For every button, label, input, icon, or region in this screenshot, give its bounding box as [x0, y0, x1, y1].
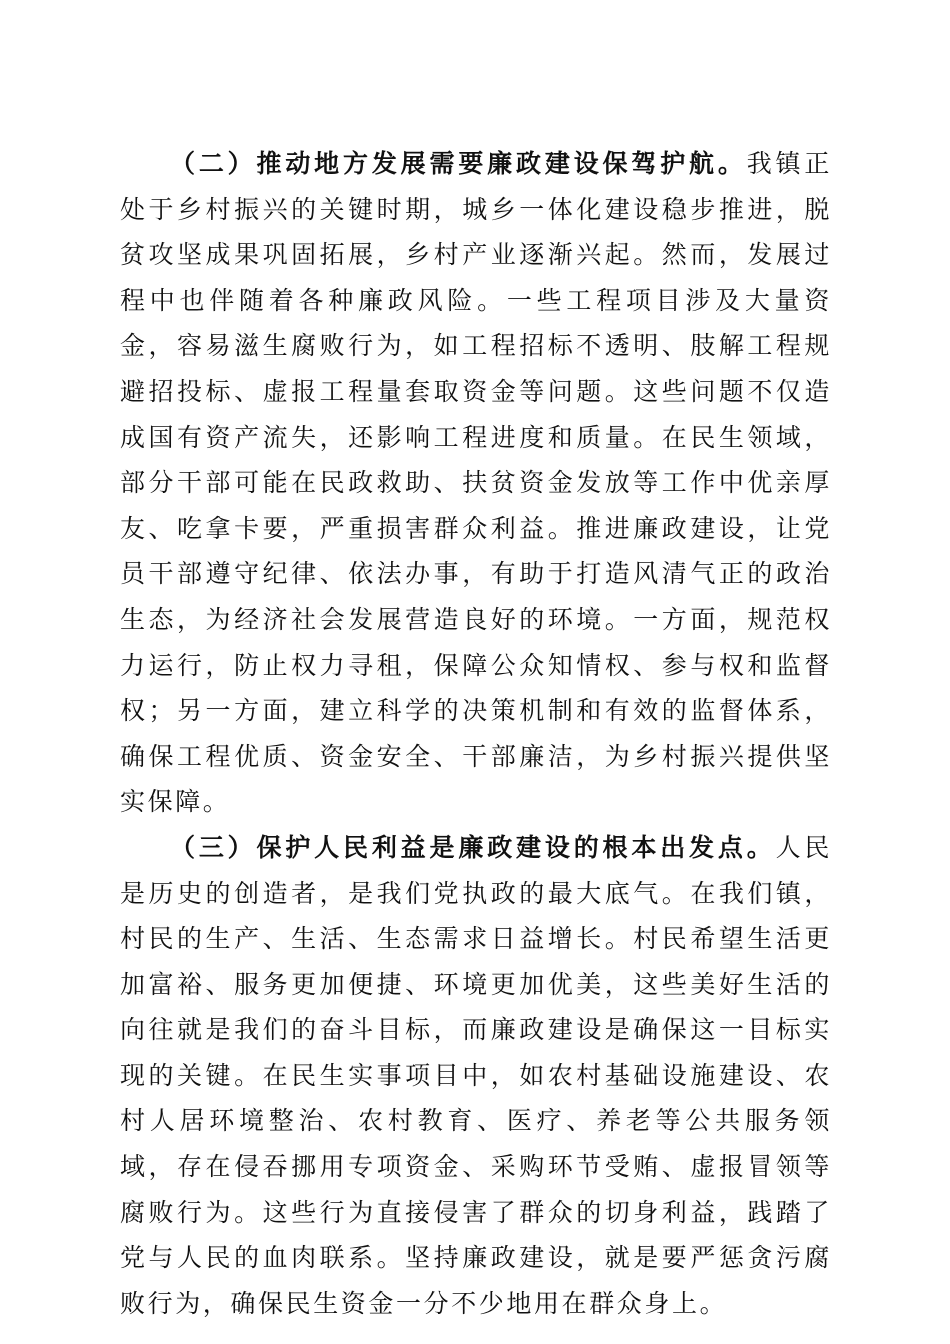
paragraph-2-text: 我镇正处于乡村振兴的关键时期，城乡一体化建设稳步推进，脱贫攻坚成果巩固拓展，乡村产业逐渐兴起。然而，发展过程中也伴随着各种廉政风险。一些工程项目涉及大量资金，容易滋生腐败行为，如工程招标不透明、肢解工程规避招投标、虚报工程量套取资金等问题。这些问题不仅造成国有资产流失，还影响工程进度和质量。在民生领域，部分干部可能在民政救助、扶贫资金发放等工作中优亲厚友、吃拿卡要，严重损害群众利益。推进廉政建设，让党员干部遵守纪律、依法办事，有助于打造风清气正的政治生态，为经济社会发展营造良好的环境。一方面，规范权力运行，防止权力寻租，保障公众知情权、参与权和监督权；另一方面，建立科学的决策机制和有效的监督体系，确保工程优质、资金安全、干部廉洁，为乡村振兴提供坚实保障。	[120, 149, 832, 817]
paragraph-3	[120, 825, 832, 1327]
paragraph-3-text: 人民是历史的创造者，是我们党执政的最大底气。在我们镇，村民的生产、生活、生态需求日益增长。村民希望生活更加富裕、服务更加便捷、环境更加优美，这些美好生活的向往就是我们的奋斗目标，而廉政建设是确保这一目标实现的关键。在民生实事项目中，如农村基础设施建设、农村人居环境整治、农村教育、医疗、养老等公共服务领域，存在侵吞挪用专项资金、采购环节受贿、虚报冒领等腐败行为。这些行为直接侵害了群众的切身利益，践踏了党与人民的血肉联系。坚持廉政建设，就是要严惩贪污腐败行为，确保民生资金一分不少地用在群众身上。	[120, 832, 832, 1318]
paragraph-3-heading: （三）保护人民利益是廉政建设的根本出发点。	[170, 832, 776, 862]
paragraph-2-heading: （二）推动地方发展需要廉政建设保驾护航。	[170, 149, 747, 178]
document-body	[120, 141, 832, 1326]
paragraph-2	[120, 141, 832, 825]
